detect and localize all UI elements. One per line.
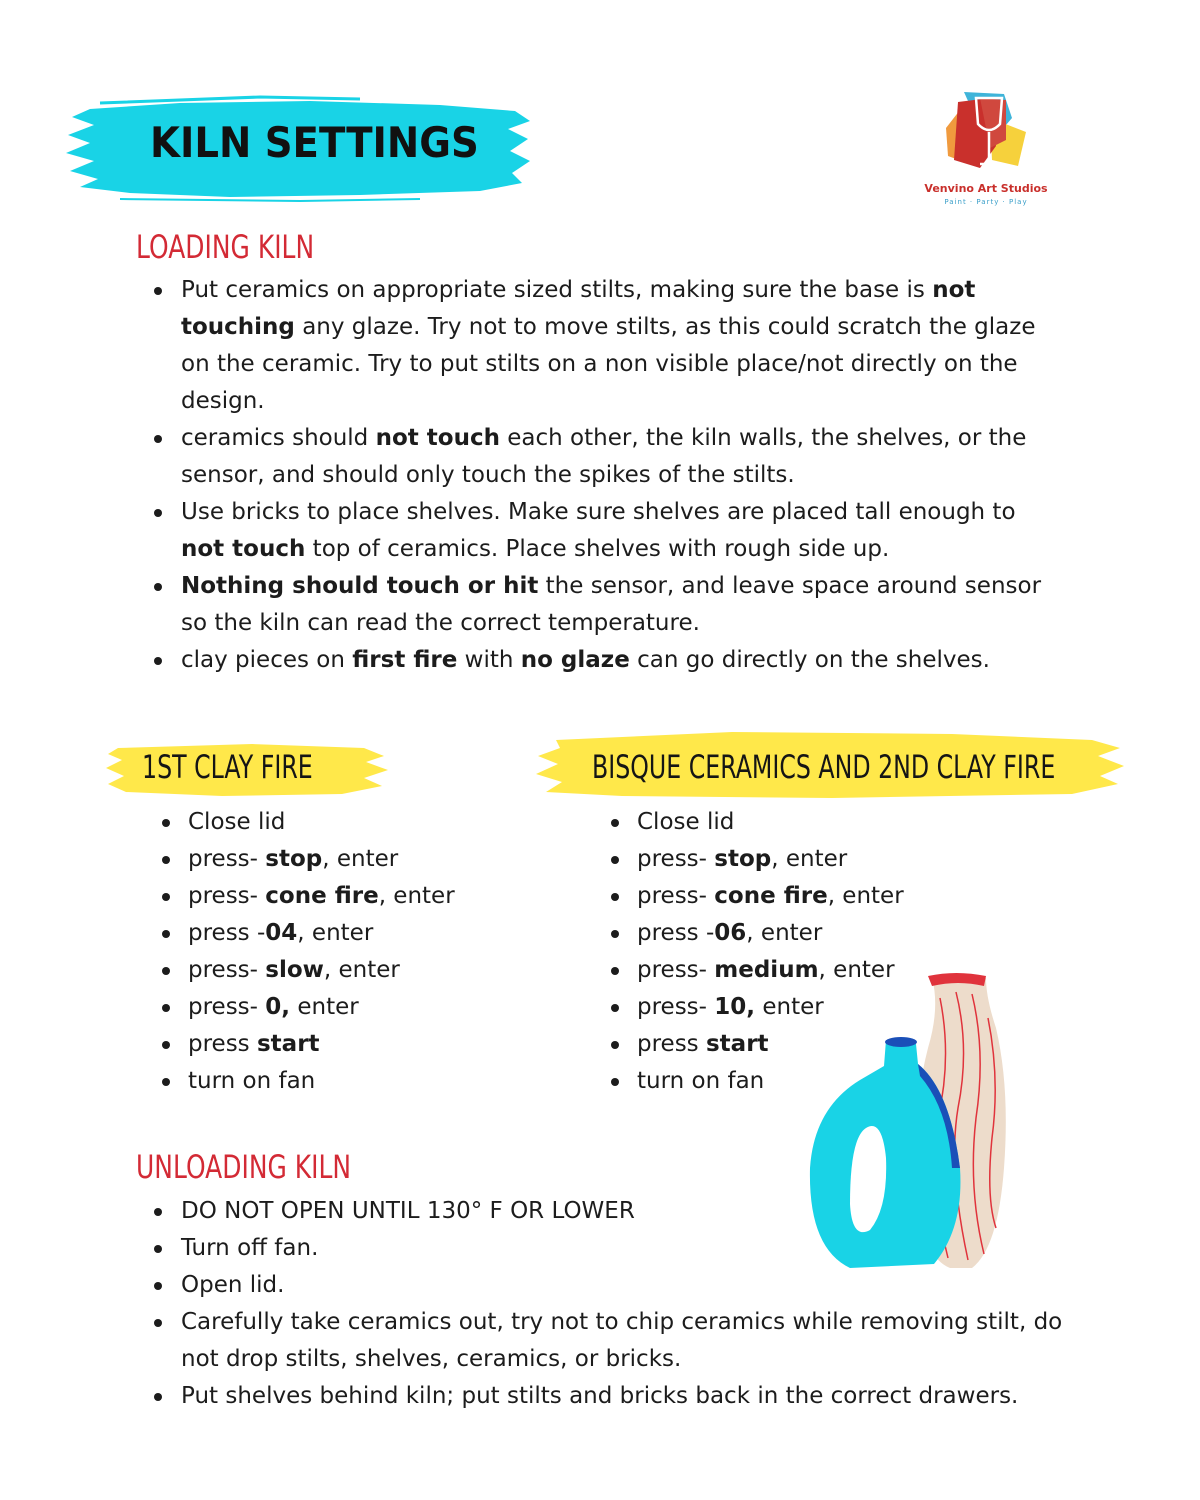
loading-item: Use bricks to place shelves. Make sure shelves are placed tall enough to not touch top of ceramics. Place shelves with rough side up. [135,494,1065,568]
bisque-fire-item: press -06, enter [586,915,986,952]
bisque-fire-item: Close lid [586,804,986,841]
unloading-item: DO NOT OPEN UNTIL 130° F OR LOWER [135,1193,1065,1230]
bisque-fire-item: press- medium, enter [586,952,986,989]
first-fire-item: press- 0, enter [137,989,537,1026]
page-title: KILN SETTINGS [150,118,479,167]
loading-item: clay pieces on first fire with no glaze can go directly on the shelves. [135,642,1065,679]
bisque-fire-item: press- stop, enter [586,841,986,878]
first-fire-item: press -04, enter [137,915,537,952]
first-fire-item: press- slow, enter [137,952,537,989]
loading-kiln-list [135,272,1065,679]
logo-name: Venvino Art Studios [924,182,1048,195]
unloading-item: Open lid. [135,1267,1065,1304]
loading-kiln-heading: LOADING KILN [136,228,315,266]
first-fire-heading: 1ST CLAY FIRE [142,748,313,786]
unloading-item: Turn off fan. [135,1230,1065,1267]
first-fire-item: press start [137,1026,537,1063]
unloading-kiln-heading: UNLOADING KILN [136,1148,352,1186]
loading-item: Put ceramics on appropriate sized stilts, making sure the base is not touching any glaze. Try not to move stilts, as this could scratch the glaze on the ceramic. Try to put stilts on a non visible place/not directly on the design. [135,272,1065,420]
unloading-item: Put shelves behind kiln; put stilts and bricks back in the correct drawers. [135,1378,1065,1415]
bisque-fire-item: press start [586,1026,986,1063]
bisque-fire-item: press- 10, enter [586,989,986,1026]
loading-item: ceramics should not touch each other, the kiln walls, the shelves, or the sensor, and should only touch the spikes of the stilts. [135,420,1065,494]
first-fire-item: press- cone fire, enter [137,878,537,915]
loading-item: Nothing should touch or hit the sensor, and leave space around sensor so the kiln can read the correct temperature. [135,568,1065,642]
first-fire-list [137,804,537,1100]
unloading-item: Carefully take ceramics out, try not to chip ceramics while removing stilt, do not drop stilts, shelves, ceramics, or bricks. [135,1304,1065,1378]
bisque-fire-item: turn on fan [586,1063,986,1100]
first-fire-item: Close lid [137,804,537,841]
unloading-kiln-list [135,1193,1065,1415]
first-fire-item: turn on fan [137,1063,537,1100]
logo-tagline: Paint · Party · Play [944,198,1028,206]
bisque-fire-item: press- cone fire, enter [586,878,986,915]
venvino-logo-icon [940,88,1030,180]
bisque-fire-heading: BISQUE CERAMICS AND 2ND CLAY FIRE [592,748,1056,786]
first-fire-item: press- stop, enter [137,841,537,878]
